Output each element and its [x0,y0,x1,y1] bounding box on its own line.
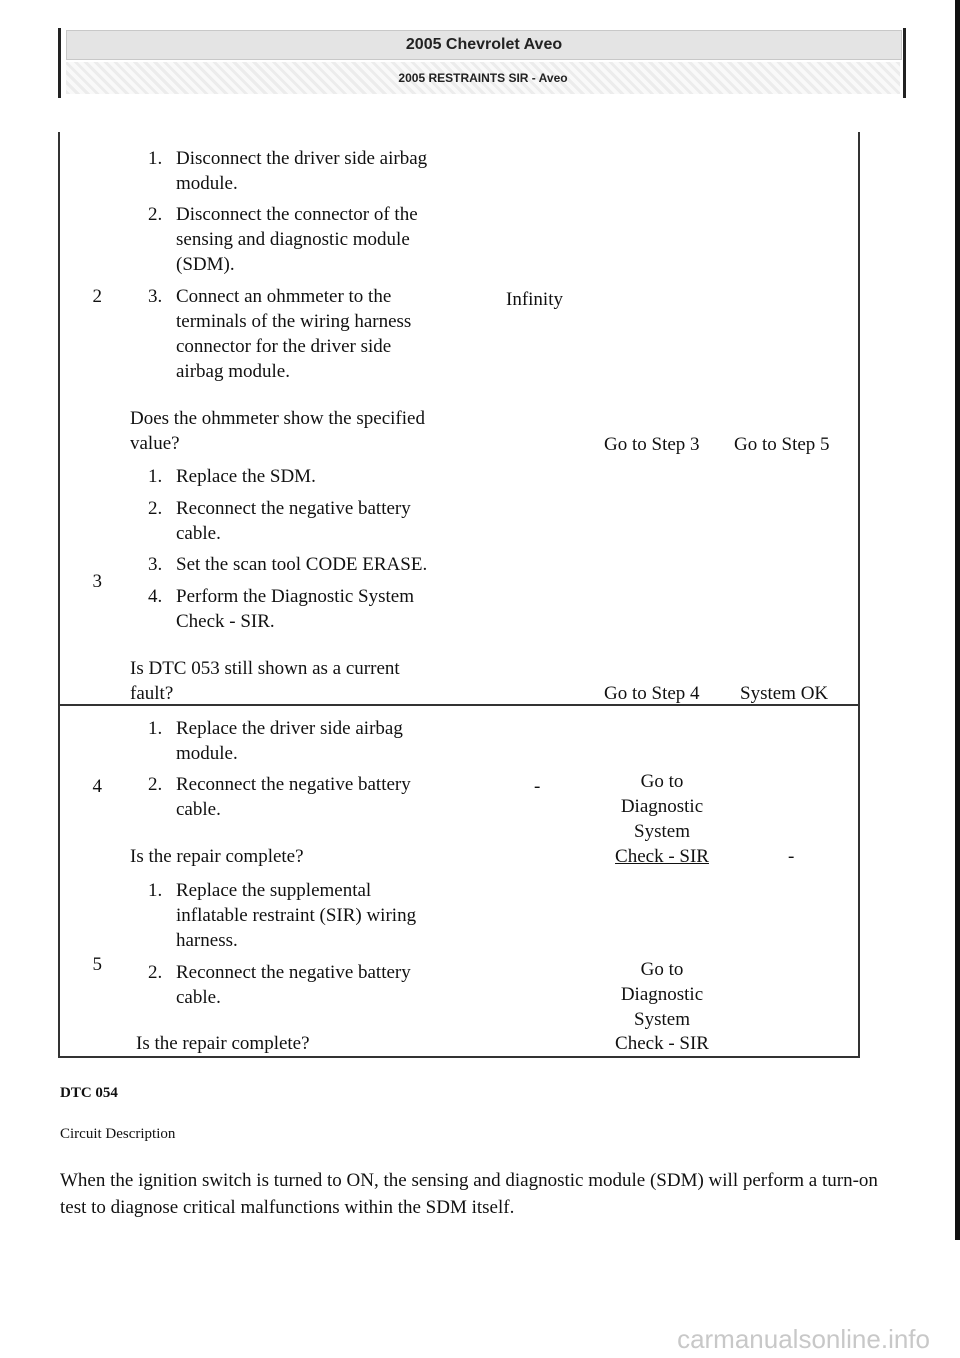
no-action: - [788,846,795,867]
action-text: Reconnect the negative battery [176,774,411,795]
description-paragraph: When the ignition switch is turned to ON, the sensing and diagnostic module (SDM) will perform a turn-on test to diagnose critical malfunctions within the SDM itself. [60,1170,878,1218]
action-number: 2. [148,774,163,795]
question-text: value? [130,433,180,454]
action-number: 1. [148,880,163,901]
action-text: connector for the driver side [176,336,392,357]
no-action: Go to Step 5 [734,434,830,455]
document-title: 2005 Chevrolet Aveo [66,30,902,60]
step-number: 4 [92,776,102,797]
diagnostic-system-check-link[interactable]: Check - SIR [615,846,709,867]
yes-link-line[interactable]: Diagnostic [620,984,704,1005]
action-text: inflatable restraint (SIR) wiring [176,905,417,926]
page-edge-bar [955,0,960,1240]
action-text: Replace the driver side airbag [176,718,403,739]
action-text: harness. [176,930,238,951]
diagnostic-table [58,132,860,1058]
yes-link-line[interactable]: System [634,821,690,842]
action-text: module. [176,173,238,194]
action-text: Disconnect the connector of the [176,204,418,225]
action-text: Replace the SDM. [176,466,316,487]
action-number: 2. [148,204,163,225]
table-right-border [858,132,860,1058]
yes-link-line[interactable]: Go to [640,959,684,980]
header-right-rule [903,28,906,98]
action-text: Reconnect the negative battery [176,498,411,519]
yes-link-line[interactable]: System [634,1009,690,1030]
action-text: Connect an ohmmeter to the [176,286,392,307]
action-text: Reconnect the negative battery [176,962,411,983]
action-text: Perform the Diagnostic System [176,586,414,607]
action-number: 2. [148,962,163,983]
step-number: 3 [92,571,102,592]
action-number: 3. [148,554,163,575]
table-left-border [58,132,60,1058]
question-text: Is the repair complete? [130,846,304,867]
action-number: 1. [148,466,163,487]
step-number: 2 [92,286,102,307]
yes-action: Go to Step 4 [604,683,700,704]
table-bottom-border [58,1056,860,1058]
action-text: Set the scan tool CODE ERASE. [176,554,428,575]
dtc-heading: DTC 054 [60,1085,118,1101]
action-number: 4. [148,586,163,607]
action-text: terminals of the wiring harness [176,311,412,332]
action-number: 2. [148,498,163,519]
yes-link-line[interactable]: Go to [640,771,684,792]
action-text: module. [176,743,238,764]
action-text: airbag module. [176,361,290,382]
document-subtitle: 2005 RESTRAINTS SIR - Aveo [66,62,900,94]
action-text: cable. [176,523,221,544]
question-text: Does the ohmmeter show the specified [130,408,425,429]
no-action: System OK [740,683,829,704]
step-number: 5 [92,954,102,975]
diagnostic-system-check-link[interactable]: Check - SIR [615,1033,709,1054]
action-number: 1. [148,718,163,739]
spec-value: - [534,776,541,797]
action-text: (SDM). [176,254,235,275]
yes-link-line[interactable]: Diagnostic [620,796,704,817]
header-left-rule [58,28,61,98]
yes-action: Go to Step 3 [604,434,700,455]
action-number: 3. [148,286,163,307]
question-text: Is the repair complete? [136,1033,310,1054]
action-text: cable. [176,987,221,1008]
spec-value: Infinity [506,289,563,310]
action-text: Check - SIR. [176,611,275,632]
action-text: sensing and diagnostic module [176,229,410,250]
watermark: carmanualsonline.info [677,1324,930,1354]
action-text: cable. [176,799,221,820]
action-text: Replace the supplemental [176,880,372,901]
question-text: fault? [130,683,174,704]
section-heading: Circuit Description [60,1126,176,1142]
question-text: Is DTC 053 still shown as a current [130,658,400,679]
action-text: Disconnect the driver side airbag [176,148,428,169]
action-number: 1. [148,148,163,169]
